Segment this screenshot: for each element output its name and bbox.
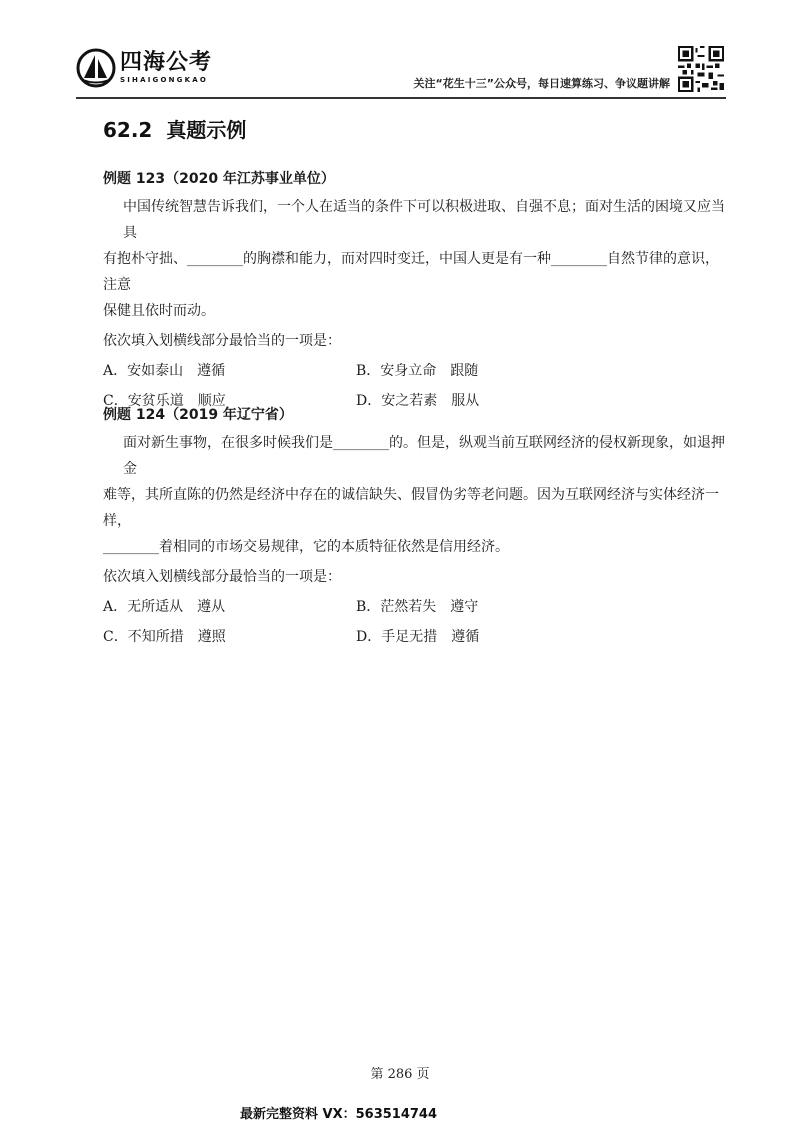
question-line: 面对新生事物，在很多时候我们是________的。但是，纵观当前互联网经济的侵权新现象，如退押金 [123,435,725,477]
question-prompt: 依次填入划横线部分最恰当的一项是： [103,569,341,585]
section-title [103,114,246,143]
option-b: B．茫然若失 遵守 [356,599,479,615]
question-text [103,430,728,560]
section-heading: 真题示例 [166,118,247,142]
page-number: 第 286 页 [370,1067,430,1082]
question-line: 保健且依时而动。 [103,303,215,319]
question-text [103,194,728,324]
option-d: D．手足无措 遵循 [356,629,480,645]
question-line: 中国传统智慧告诉我们，一个人在适当的条件下可以积极进取、自强不息；面对生活的困境又应当具 [123,199,725,241]
option-a: A．安如泰山 遵循 [103,363,226,379]
logo-chinese-text: 四海公考 [120,50,213,75]
example-heading: 例题 124（2019 年辽宁省） [103,407,293,423]
section-number: 62.2 [103,118,153,142]
sailboat-logo-icon [76,48,116,88]
answer-options [103,596,728,648]
example-block [103,404,728,648]
example-block [103,168,728,412]
example-heading: 例题 123（2020 年江苏事业单位） [103,171,335,187]
option-c: C．安贫乐道 顺应 [103,393,226,409]
question-line: 有抱朴守拙、________的胸襟和能力，而对四时变迁，中国人更是有一种________自然节律的意识，注意 [103,251,719,293]
question-prompt: 依次填入划横线部分最恰当的一项是： [103,333,341,349]
qr-code-icon [678,46,724,92]
logo-english-text: SIHAIGONGKAO [120,76,209,84]
page-header [0,0,800,100]
question-line: 难等，其所直陈的仍然是经济中存在的诚信缺失、假冒伪劣等老问题。因为互联网经济与实体经济一样， [103,487,719,529]
option-d: D．安之若素 服从 [356,393,480,409]
header-note: 关注“花生十三”公众号，每日速算练习、争议题讲解 [413,77,670,90]
watermark-text: 最新完整资料 VX：563514744 [240,1107,438,1122]
header-divider [76,97,726,99]
question-line: ________着相同的市场交易规律，它的本质特征依然是信用经济。 [103,539,509,555]
option-a: A．无所适从 遵从 [103,599,226,615]
brand-logo [76,48,212,88]
option-c: C．不知所措 遵照 [103,629,226,645]
option-b: B．安身立命 跟随 [356,363,479,379]
